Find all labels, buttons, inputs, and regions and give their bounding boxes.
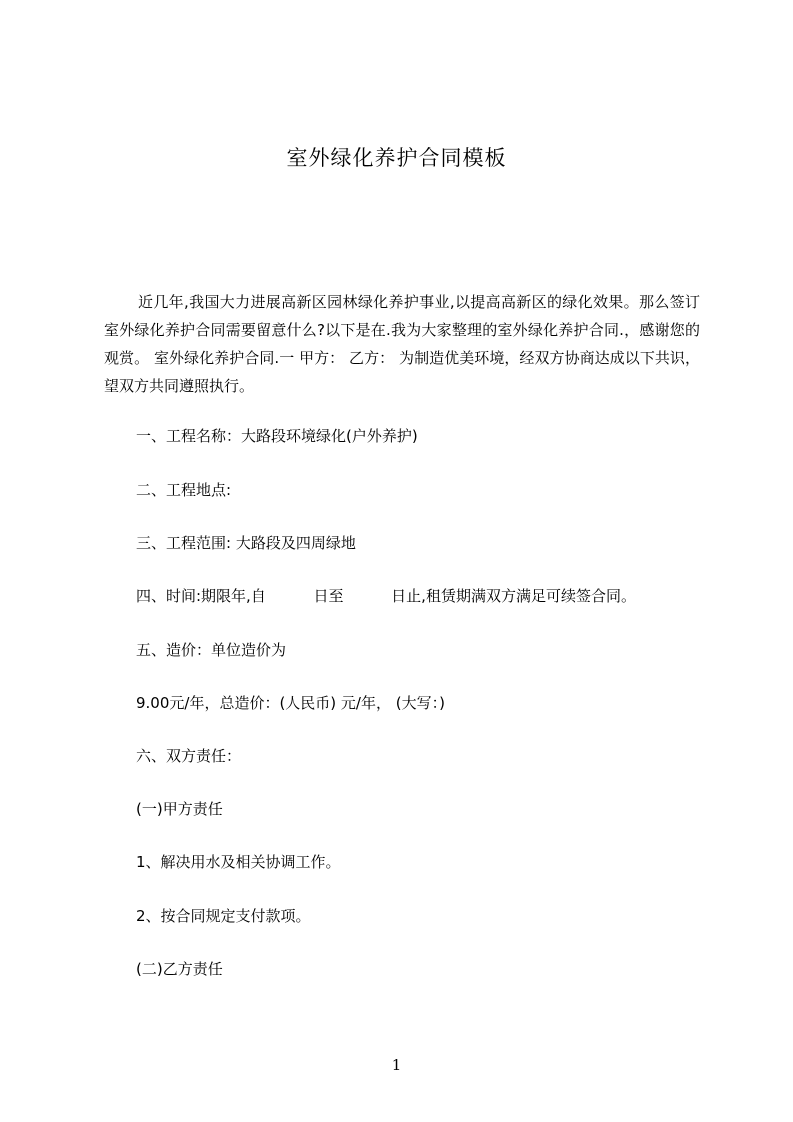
party-a-duty-2: 2、按合同规定支付款项。	[136, 907, 311, 925]
section-project-scope: 三、工程范围: 大路段及四周绿地	[136, 534, 356, 552]
document-title: 室外绿化养护合同模板	[286, 146, 507, 170]
cost-details: 9.00元/年，总造价：(人民币) 元/年， (大写：)	[136, 694, 445, 712]
intro-paragraph: 近几年,我国大力进展高新区园林绿化养护事业,以提高高新区的绿化效果。那么签订室外绿化养护合同需要留意什么?以下是在.我为大家整理的室外绿化养护合同.，感谢您的观赏。 室外绿化养护合同.一 甲方： 乙方： 为制造优美环境，经双方协商达成以下共识，望双方共同遵照执行。	[104, 293, 700, 395]
section-time-period: 四、时间:期限年,自 日至 日止,租赁期满双方满足可续签合同。	[136, 587, 636, 605]
party-a-responsibility-heading: (一)甲方责任	[136, 800, 223, 818]
party-a-duty-1: 1、解决用水及相关协调工作。	[136, 853, 341, 871]
section-cost: 五、造价：单位造价为	[136, 641, 287, 659]
party-b-responsibility-heading: (二)乙方责任	[136, 960, 223, 978]
section-project-name: 一、工程名称：大路段环境绿化(户外养护)	[136, 427, 418, 445]
section-responsibilities: 六、双方责任：	[136, 747, 242, 765]
section-project-location: 二、工程地点:	[136, 481, 232, 499]
page-number: 1	[391, 1056, 402, 1074]
